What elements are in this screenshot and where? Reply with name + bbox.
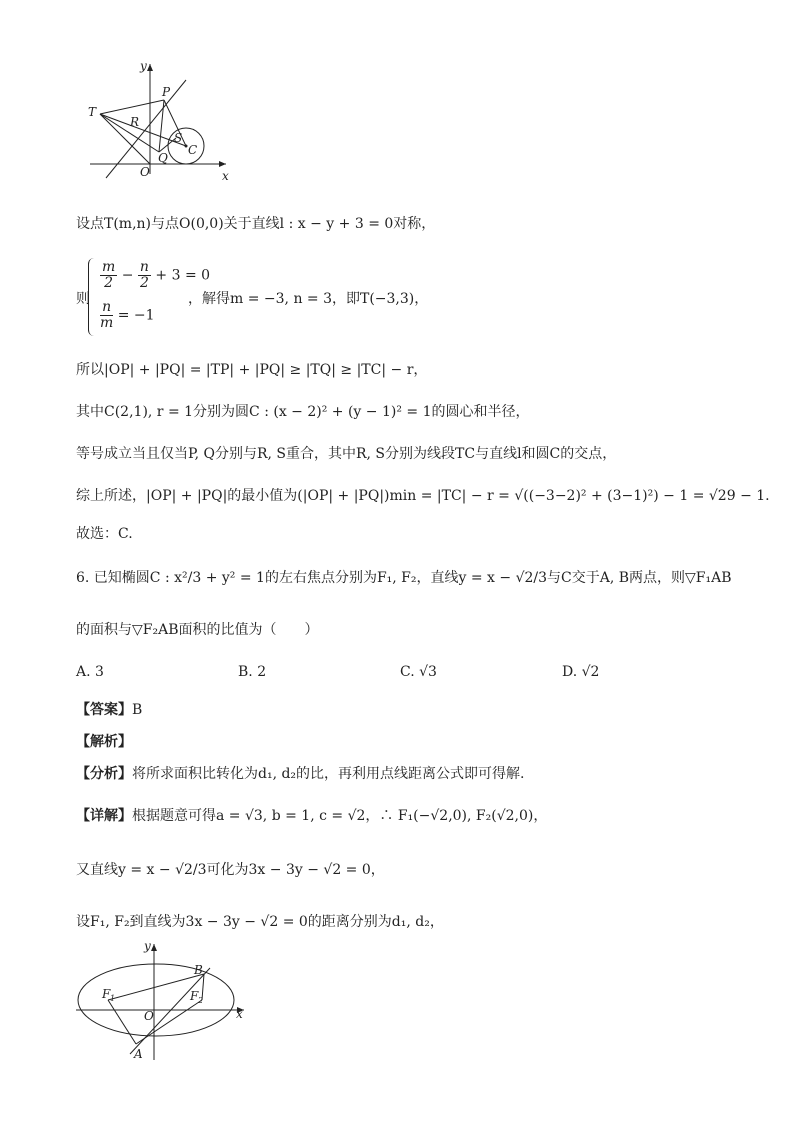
answer-choice-line: 故选：C. xyxy=(76,526,133,542)
figure-circle-reflection xyxy=(76,54,316,204)
label-t: T xyxy=(88,105,97,119)
x-axis-arrow xyxy=(219,161,226,167)
answer-value: B xyxy=(132,702,143,718)
detail-row xyxy=(76,806,547,826)
label-r: R xyxy=(130,115,140,129)
segment-to xyxy=(100,114,150,164)
equality-condition: 等号成立当且仅当P, Q分别与R, S重合，其中R, S分别为线段TC与直线l和圆C的交点， xyxy=(76,446,617,462)
minimum-value: 综上所述，|OP| + |PQ|的最小值为(|OP| + |PQ|)min = |TC| − r = √((−3−2)² + (3−1)²) − 1 = √29 − 1. xyxy=(76,488,770,504)
label-a: A xyxy=(134,1047,143,1061)
label-f2: F xyxy=(190,989,199,1003)
answer-row xyxy=(76,700,142,720)
circle-center-radius: 其中C(2,1), r = 1分别为圆C : (x − 2)² + (y − 1)² = 1的圆心和半径， xyxy=(76,404,530,420)
label-f1: F xyxy=(102,987,111,1001)
system-solution: ，解得m = −3, n = 3，即T(−3,3)， xyxy=(188,291,429,307)
label-y: y xyxy=(140,59,147,73)
analysis-heading: 【解析】 xyxy=(76,734,132,750)
line-l xyxy=(106,80,186,178)
segment-pq xyxy=(159,100,164,152)
label-c: C xyxy=(188,143,198,157)
system-brace xyxy=(88,258,97,336)
line-equation: 又直线y = x − √2/3可化为3x − 3y − √2 = 0， xyxy=(76,862,385,878)
option-a: A. 3 xyxy=(76,664,104,680)
label-o-2: O xyxy=(144,1009,154,1023)
y-axis-arrow xyxy=(147,64,153,71)
label-p: P xyxy=(162,85,171,99)
analysis-body: 将所求面积比转化为d₁, d₂的比，再利用点线距离公式即可得解. xyxy=(132,766,525,782)
system-prefix: 则 xyxy=(76,291,90,307)
option-c: C. √3 xyxy=(400,664,437,680)
label-y-2: y xyxy=(144,939,151,953)
detail-tag: 【详解】 xyxy=(76,808,132,824)
question-6-stem-cont: 的面积与▽F₂AB面积的比值为（ ） xyxy=(76,622,319,638)
analysis-tag: 【分析】 xyxy=(76,766,132,782)
reflection-setup: 设点T(m,n)与点O(0,0)关于直线l : x − y + 3 = 0对称， xyxy=(76,216,436,232)
label-f1-sub: 1 xyxy=(110,994,116,1003)
option-d: D. √2 xyxy=(562,664,600,680)
label-o: O xyxy=(140,165,150,179)
system-eq2: $\frac{n}{m}$ = −1 xyxy=(100,299,155,331)
label-f2-sub: 2 xyxy=(198,996,204,1005)
label-s: S xyxy=(174,131,183,145)
label-x: x xyxy=(222,169,229,183)
figure-ellipse xyxy=(74,938,274,1063)
system-eq1: $\frac{m}{2}$ − $\frac{n}{2}$ + 3 = 0 xyxy=(102,259,211,291)
label-x-2: x xyxy=(236,1007,243,1021)
analysis-row xyxy=(76,764,525,784)
segment-tp xyxy=(100,100,164,114)
line-ab xyxy=(130,968,210,1054)
answer-tag: 【答案】 xyxy=(76,702,132,718)
label-q: Q xyxy=(158,151,168,165)
inequality-chain: 所以|OP| + |PQ| = |TP| + |PQ| ≥ |TQ| ≥ |TC| − r， xyxy=(76,362,428,378)
option-b: B. 2 xyxy=(238,664,267,680)
segment-f1a xyxy=(108,1000,136,1044)
question-6-stem: 6. 已知椭圆C : x²/3 + y² = 1的左右焦点分别为F₁, F₂，直线y = x − √2/3与C交于A, B两点，则▽F₁AB xyxy=(76,570,732,586)
label-b: B xyxy=(194,963,203,977)
distance-setup: 设F₁, F₂到直线为3x − 3y − √2 = 0的距离分别为d₁, d₂， xyxy=(76,914,444,930)
y-axis-arrow-2 xyxy=(151,944,157,951)
detail-body: 根据题意可得a = √3, b = 1, c = √2，∴ F₁(−√2,0), F₂(√2,0)， xyxy=(132,808,548,824)
